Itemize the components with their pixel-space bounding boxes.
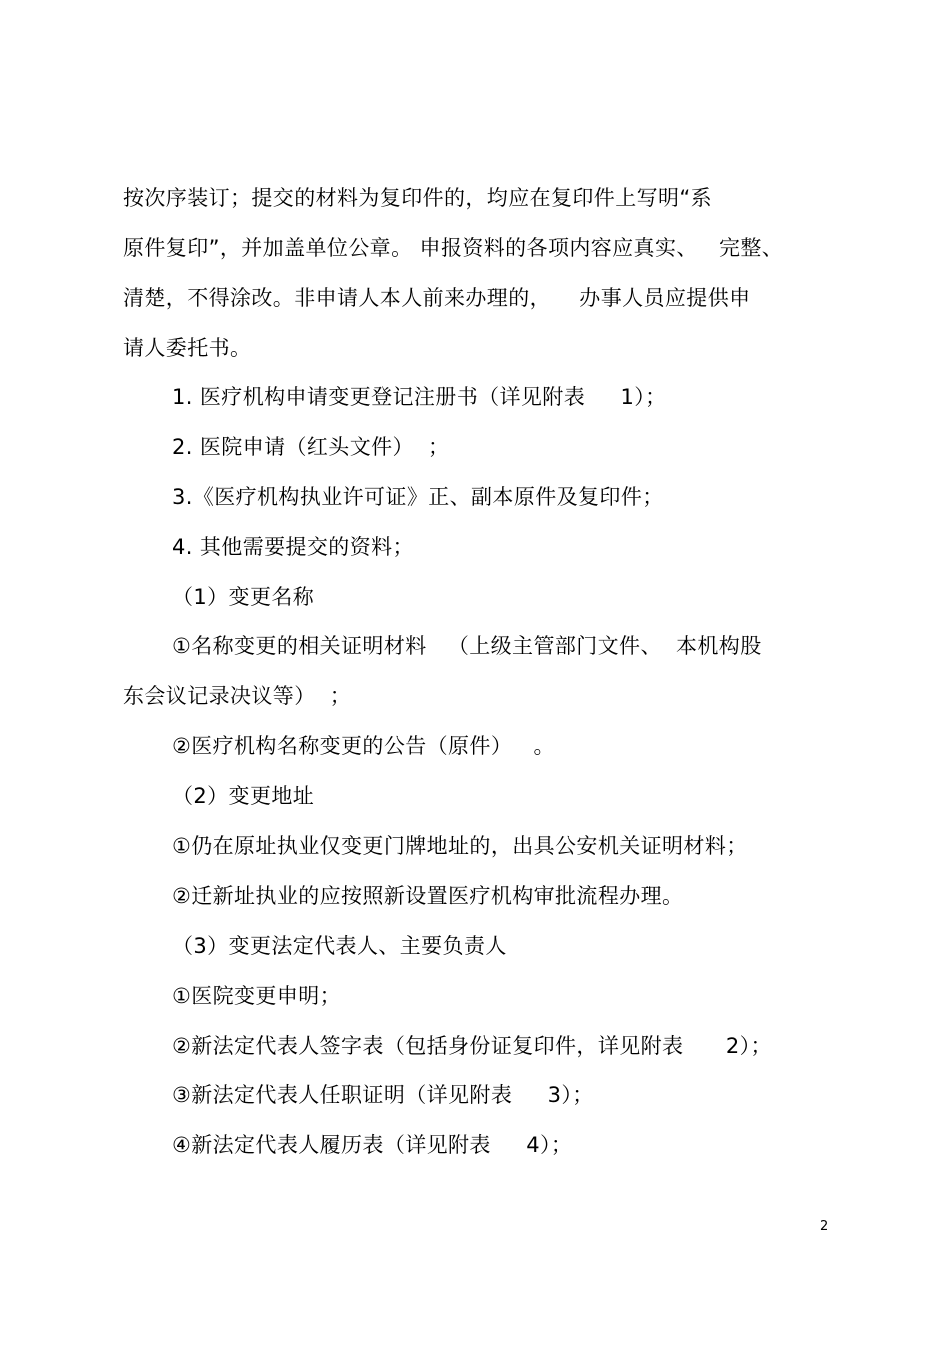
list-item: 3.《医疗机构执业许可证》正、副本原件及复印件； (172, 485, 664, 509)
text-line: 东会议记录决议等） ； (123, 684, 352, 708)
list-item: ②迁新址执业的应按照新设置医疗机构审批流程办理。 (172, 884, 684, 908)
page-number: 2 (820, 1219, 829, 1234)
list-item: ①仍在原址执业仅变更门牌地址的，出具公安机关证明材料； (172, 834, 748, 858)
section-heading: （1）变更名称 (172, 585, 315, 609)
text-line: 原件复印”，并加盖单位公章。 申报资料的各项内容应真实、 完整、 (123, 236, 784, 260)
text-line: 清楚，不得涂改。非申请人本人前来办理的， 办事人员应提供申 (123, 286, 751, 310)
list-item: 4. 其他需要提交的资料； (172, 535, 414, 559)
list-item: 2. 医院申请（红头文件） ； (172, 435, 450, 459)
section-heading: （3）变更法定代表人、主要负责人 (172, 934, 507, 958)
list-item: ④新法定代表人履历表（详见附表 4）； (172, 1133, 573, 1157)
list-item: ③新法定代表人任职证明（详见附表 3）； (172, 1083, 594, 1107)
text-line: 按次序装订；提交的材料为复印件的，均应在复印件上写明“系 (123, 186, 713, 210)
section-heading: （2）变更地址 (172, 784, 315, 808)
text-line: 请人委托书。 (123, 336, 252, 360)
list-item: 1. 医疗机构申请变更登记注册书（详见附表 1）； (172, 385, 667, 409)
list-item: ①名称变更的相关证明材料 （上级主管部门文件、 本机构股 (172, 634, 762, 658)
list-item: ①医院变更申明； (172, 984, 342, 1008)
list-item: ②医疗机构名称变更的公告（原件） 。 (172, 734, 555, 758)
list-item: ②新法定代表人签字表（包括身份证复印件，详见附表 2）； (172, 1034, 772, 1058)
